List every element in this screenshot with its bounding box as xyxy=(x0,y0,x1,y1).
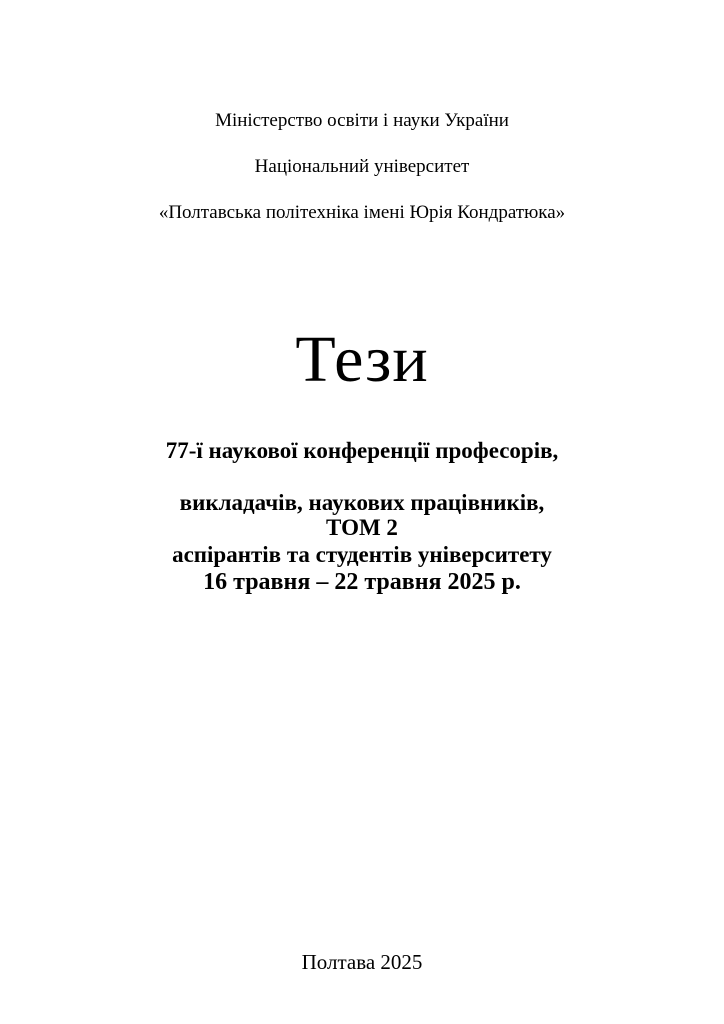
university-name-line: «Полтавська політехніка імені Юрія Кондратюка» xyxy=(158,202,566,223)
document-title: Тези xyxy=(295,323,429,396)
subtitle-line-3: аспірантів та студентів університету xyxy=(172,542,552,567)
ministry-line: Міністерство освіти і науки України xyxy=(215,110,509,131)
subtitle-line-1: 77-ї наукової конференції професорів, xyxy=(165,438,559,463)
conference-subtitle xyxy=(0,412,724,594)
institution-header xyxy=(0,86,724,247)
imprint-city-year: Полтава 2025 xyxy=(301,950,423,974)
conference-dates: 16 травня – 22 травня 2025 р. xyxy=(203,569,521,595)
volume-label: ТОМ 2 xyxy=(326,515,398,540)
subtitle-line-2: викладачів, наукових працівників, xyxy=(179,490,545,515)
university-line: Національний університет xyxy=(254,156,470,177)
